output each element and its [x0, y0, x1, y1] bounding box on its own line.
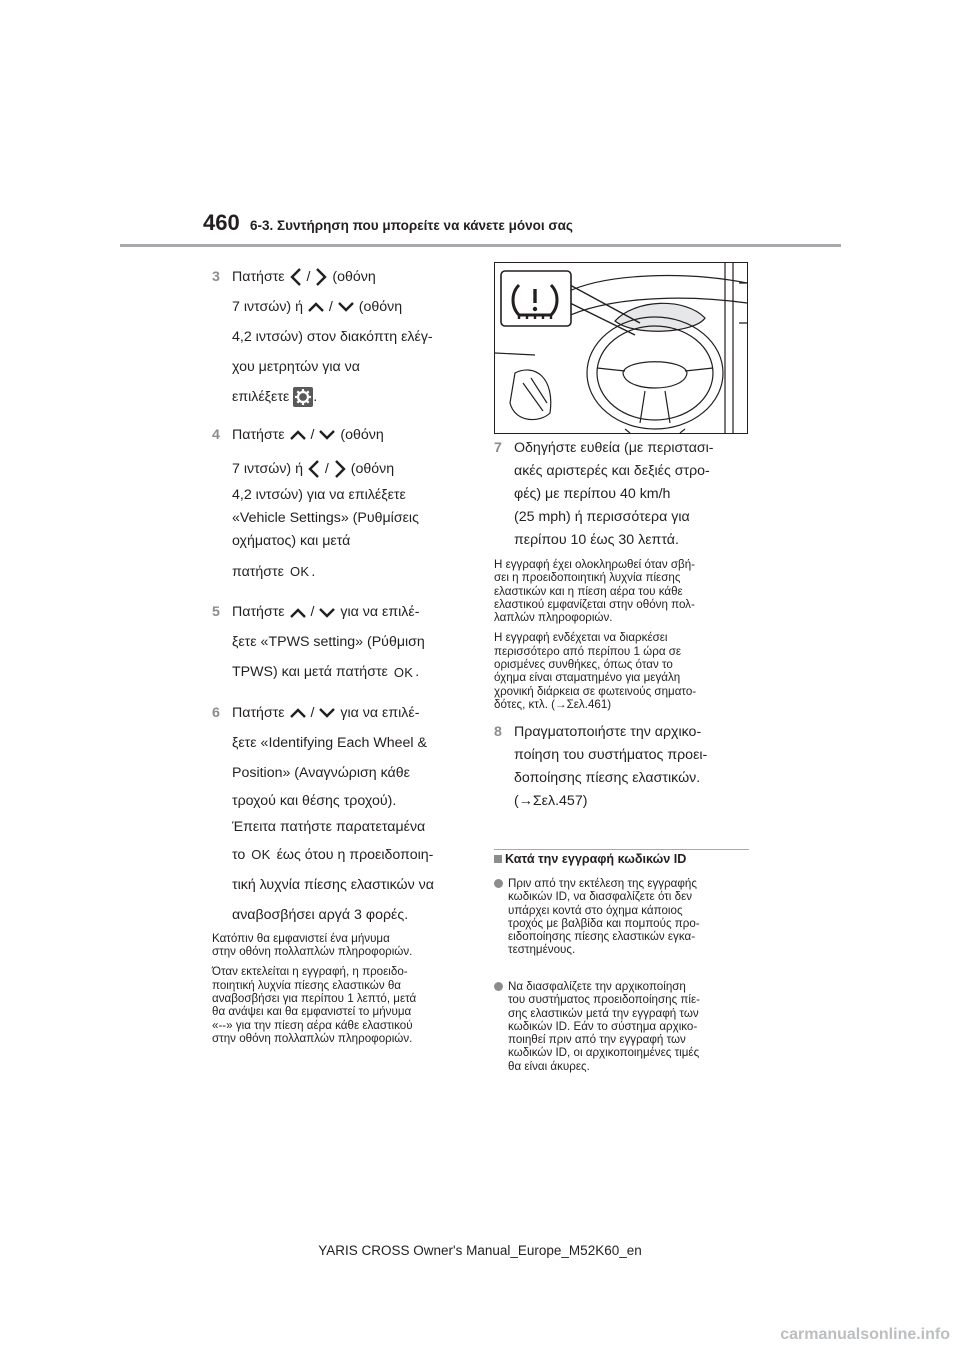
step-text: δοποίησης πίεσης ελαστικών. [514, 770, 701, 787]
chevron-right-icon [333, 459, 347, 479]
step-text: (25 mph) ή περισσότερα για [514, 509, 690, 525]
chapter-title: 6-3. Συντήρηση που μπορείτε να κάνετε μόνοι σας [250, 218, 573, 233]
chevron-up-icon [289, 428, 307, 442]
chevron-down-icon [318, 606, 336, 620]
step-5 [212, 597, 474, 687]
step-text: ακές αριστερές και δεξιές στρο- [514, 463, 710, 479]
chevron-up-icon [289, 706, 307, 720]
chevron-up-icon [307, 300, 325, 314]
slash-separator: / [328, 299, 333, 315]
right-column [494, 437, 752, 813]
step-text: για να επιλέ- [340, 704, 420, 721]
gear-icon [293, 387, 313, 407]
step-text: ξετε «TPWS setting» (Ρύθμιση [232, 634, 425, 651]
step-text: «Vehicle Settings» (Ρυθμίσεις [232, 510, 419, 526]
chevron-right-icon [314, 267, 328, 287]
chevron-down-icon [318, 428, 336, 442]
page-number: 460 [203, 210, 240, 235]
step-text: . [415, 664, 420, 681]
slash-separator: / [310, 604, 315, 621]
footer-manual-id: YARIS CROSS Owner's Manual_Europe_M52K60_en [318, 1243, 642, 1258]
header-divider [120, 244, 841, 247]
page-reference: (→Σελ.457) [514, 793, 588, 810]
step-text: Πατήστε [232, 704, 285, 721]
steering-wheel-drawing [495, 263, 747, 433]
step-number: 4 [212, 427, 220, 443]
chevron-down-icon [337, 300, 355, 314]
chevron-left-icon [307, 459, 321, 479]
step-text: χου μετρητών για να [232, 359, 360, 375]
slash-separator: / [324, 461, 329, 477]
step-number: 7 [494, 440, 502, 456]
step-text: 7 ιντσών) ή [232, 461, 303, 477]
step-3 [212, 262, 474, 412]
step-text: 4,2 ιντσών) για να επιλέξετε [232, 487, 406, 503]
step-text: φές) με περίπου 40 km/h [514, 486, 671, 502]
step-text: οχήματος) και μετά [232, 533, 351, 549]
step-text: 4,2 ιντσών) στον διακόπτη ελέγ- [232, 329, 433, 345]
step-text: 7 ιντσών) ή [232, 299, 303, 315]
step-text: Πατήστε [232, 604, 285, 621]
step-text: περίπου 10 έως 30 λεπτά. [514, 532, 679, 548]
bullet-item: Πριν από την εκτέλεση της εγγραφής κωδικών ID, να διασφαλίζετε ότι δεν υπάρχει κοντά στο όχημα κάποιος τροχός με βαλβίδα και πομπούς προ- ειδοποίησης πίεσης ελαστικών εγκα- τεστημένους. [494, 877, 752, 957]
left-column [212, 262, 474, 1052]
step-text: Position» (Αναγνώριση κάθε [232, 764, 410, 781]
note-message: Κατόπιν θα εμφανιστεί ένα μήνυμα στην οθόνη πολλαπλών πληροφοριών. [212, 931, 413, 959]
step-text: Πραγματοποιήστε την αρχικο- [514, 724, 702, 741]
step-text: Πατήστε [232, 269, 285, 285]
step-text: τροχού και θέσης τροχού). [232, 792, 397, 809]
step-text: . [311, 564, 316, 580]
step-text: το [232, 846, 246, 863]
note-duration: Η εγγραφή ενδέχεται να διαρκέσει περισσότερο από περίπου 1 ώρα σε ορισμένες συνθήκες, όπως όταν το όχημα είναι σταματημένο για μεγάλη χρονική διάρκεια σε φωτεινούς σηματο- δότες, κτλ. (→Σελ.461) [494, 631, 697, 711]
circle-bullet-icon [494, 879, 503, 888]
step-text: (οθόνη [358, 299, 403, 315]
slash-separator: / [306, 269, 311, 285]
step-text: ποίηση του συστήματος προει- [514, 747, 708, 764]
circle-bullet-icon [494, 982, 503, 991]
dashboard-illustration [494, 262, 748, 434]
step-text: επιλέξετε [232, 389, 290, 405]
ok-button-icon: OK [393, 664, 414, 680]
step-text: (οθόνη [332, 269, 376, 285]
bullet-item: Να διασφαλίζετε την αρχικοποίηση του συστήματος προειδοποίησης πίε- σης ελαστικών μετά την εγγραφή των κωδικών ID. Εάν το σύστημα αρχικο- ποιηθεί πριν από την εγγραφή των κωδικών ID, οι αρχικοποιημένες τιμές θα είναι άκυρες. [494, 980, 752, 1073]
chevron-up-icon [289, 606, 307, 620]
slash-separator: / [310, 704, 315, 721]
step-7 [494, 437, 752, 552]
step-number: 6 [212, 704, 220, 721]
step-text: για να επιλέ- [340, 604, 420, 621]
step-6 [212, 698, 474, 930]
step-4 [212, 420, 474, 587]
chevron-left-icon [289, 267, 303, 287]
section-heading: Κατά την εγγραφή κωδικών ID [494, 852, 686, 866]
step-number: 3 [212, 269, 220, 285]
step-text: Οδηγήστε ευθεία (με περιστασι- [514, 440, 714, 456]
square-bullet-icon [494, 855, 502, 863]
step-text: τική λυχνία πίεσης ελαστικών να [232, 876, 434, 893]
section-divider [494, 849, 749, 850]
step-text: αναβοσβήσει αργά 3 φορές. [232, 906, 409, 923]
step-text: Πατήστε [232, 427, 285, 443]
step-text: TPWS) και μετά πατήστε [232, 664, 388, 681]
note-completion: Η εγγραφή έχει ολοκληρωθεί όταν σβή- σει η προειδοποιητική λυχνία πίεσης ελαστικών και η πίεση αέρα του κάθε ελαστικού εμφανίζεται στην οθόνη πολ- λαπλών πληροφοριών. [494, 558, 696, 625]
step-text: πατήστε [232, 564, 284, 580]
step-text: . [313, 389, 318, 405]
step-number: 8 [494, 724, 502, 741]
chevron-down-icon [318, 706, 336, 720]
ok-button-icon: OK [251, 846, 271, 862]
tire-pressure-warning-icon [501, 271, 571, 326]
watermark: carmanualsonline.info [780, 1326, 950, 1343]
step-number: 5 [212, 604, 220, 621]
step-8 [494, 721, 752, 813]
note-registration: Όταν εκτελείται η εγγραφή, η προειδο- ποιητική λυχνία πίεσης ελαστικών θα αναβοσβήσει για περίπου 1 λεπτό, μετά θα ανάψει και θα εμφανιστεί το μήνυμα «--» για την πίεση αέρα κάθε ελαστικού στην οθόνη πολλαπλών πληροφοριών. [212, 965, 417, 1045]
step-text: (οθόνη [340, 427, 384, 443]
ok-button-icon: OK [289, 564, 310, 580]
step-text: (οθόνη [350, 461, 395, 477]
slash-separator: / [310, 427, 315, 443]
step-text: ξετε «Identifying Each Wheel & [232, 734, 427, 751]
step-text: έως ότου η προειδοποιη- [276, 846, 434, 863]
step-text: Έπειτα πατήστε παρατεταμένα [232, 818, 426, 835]
